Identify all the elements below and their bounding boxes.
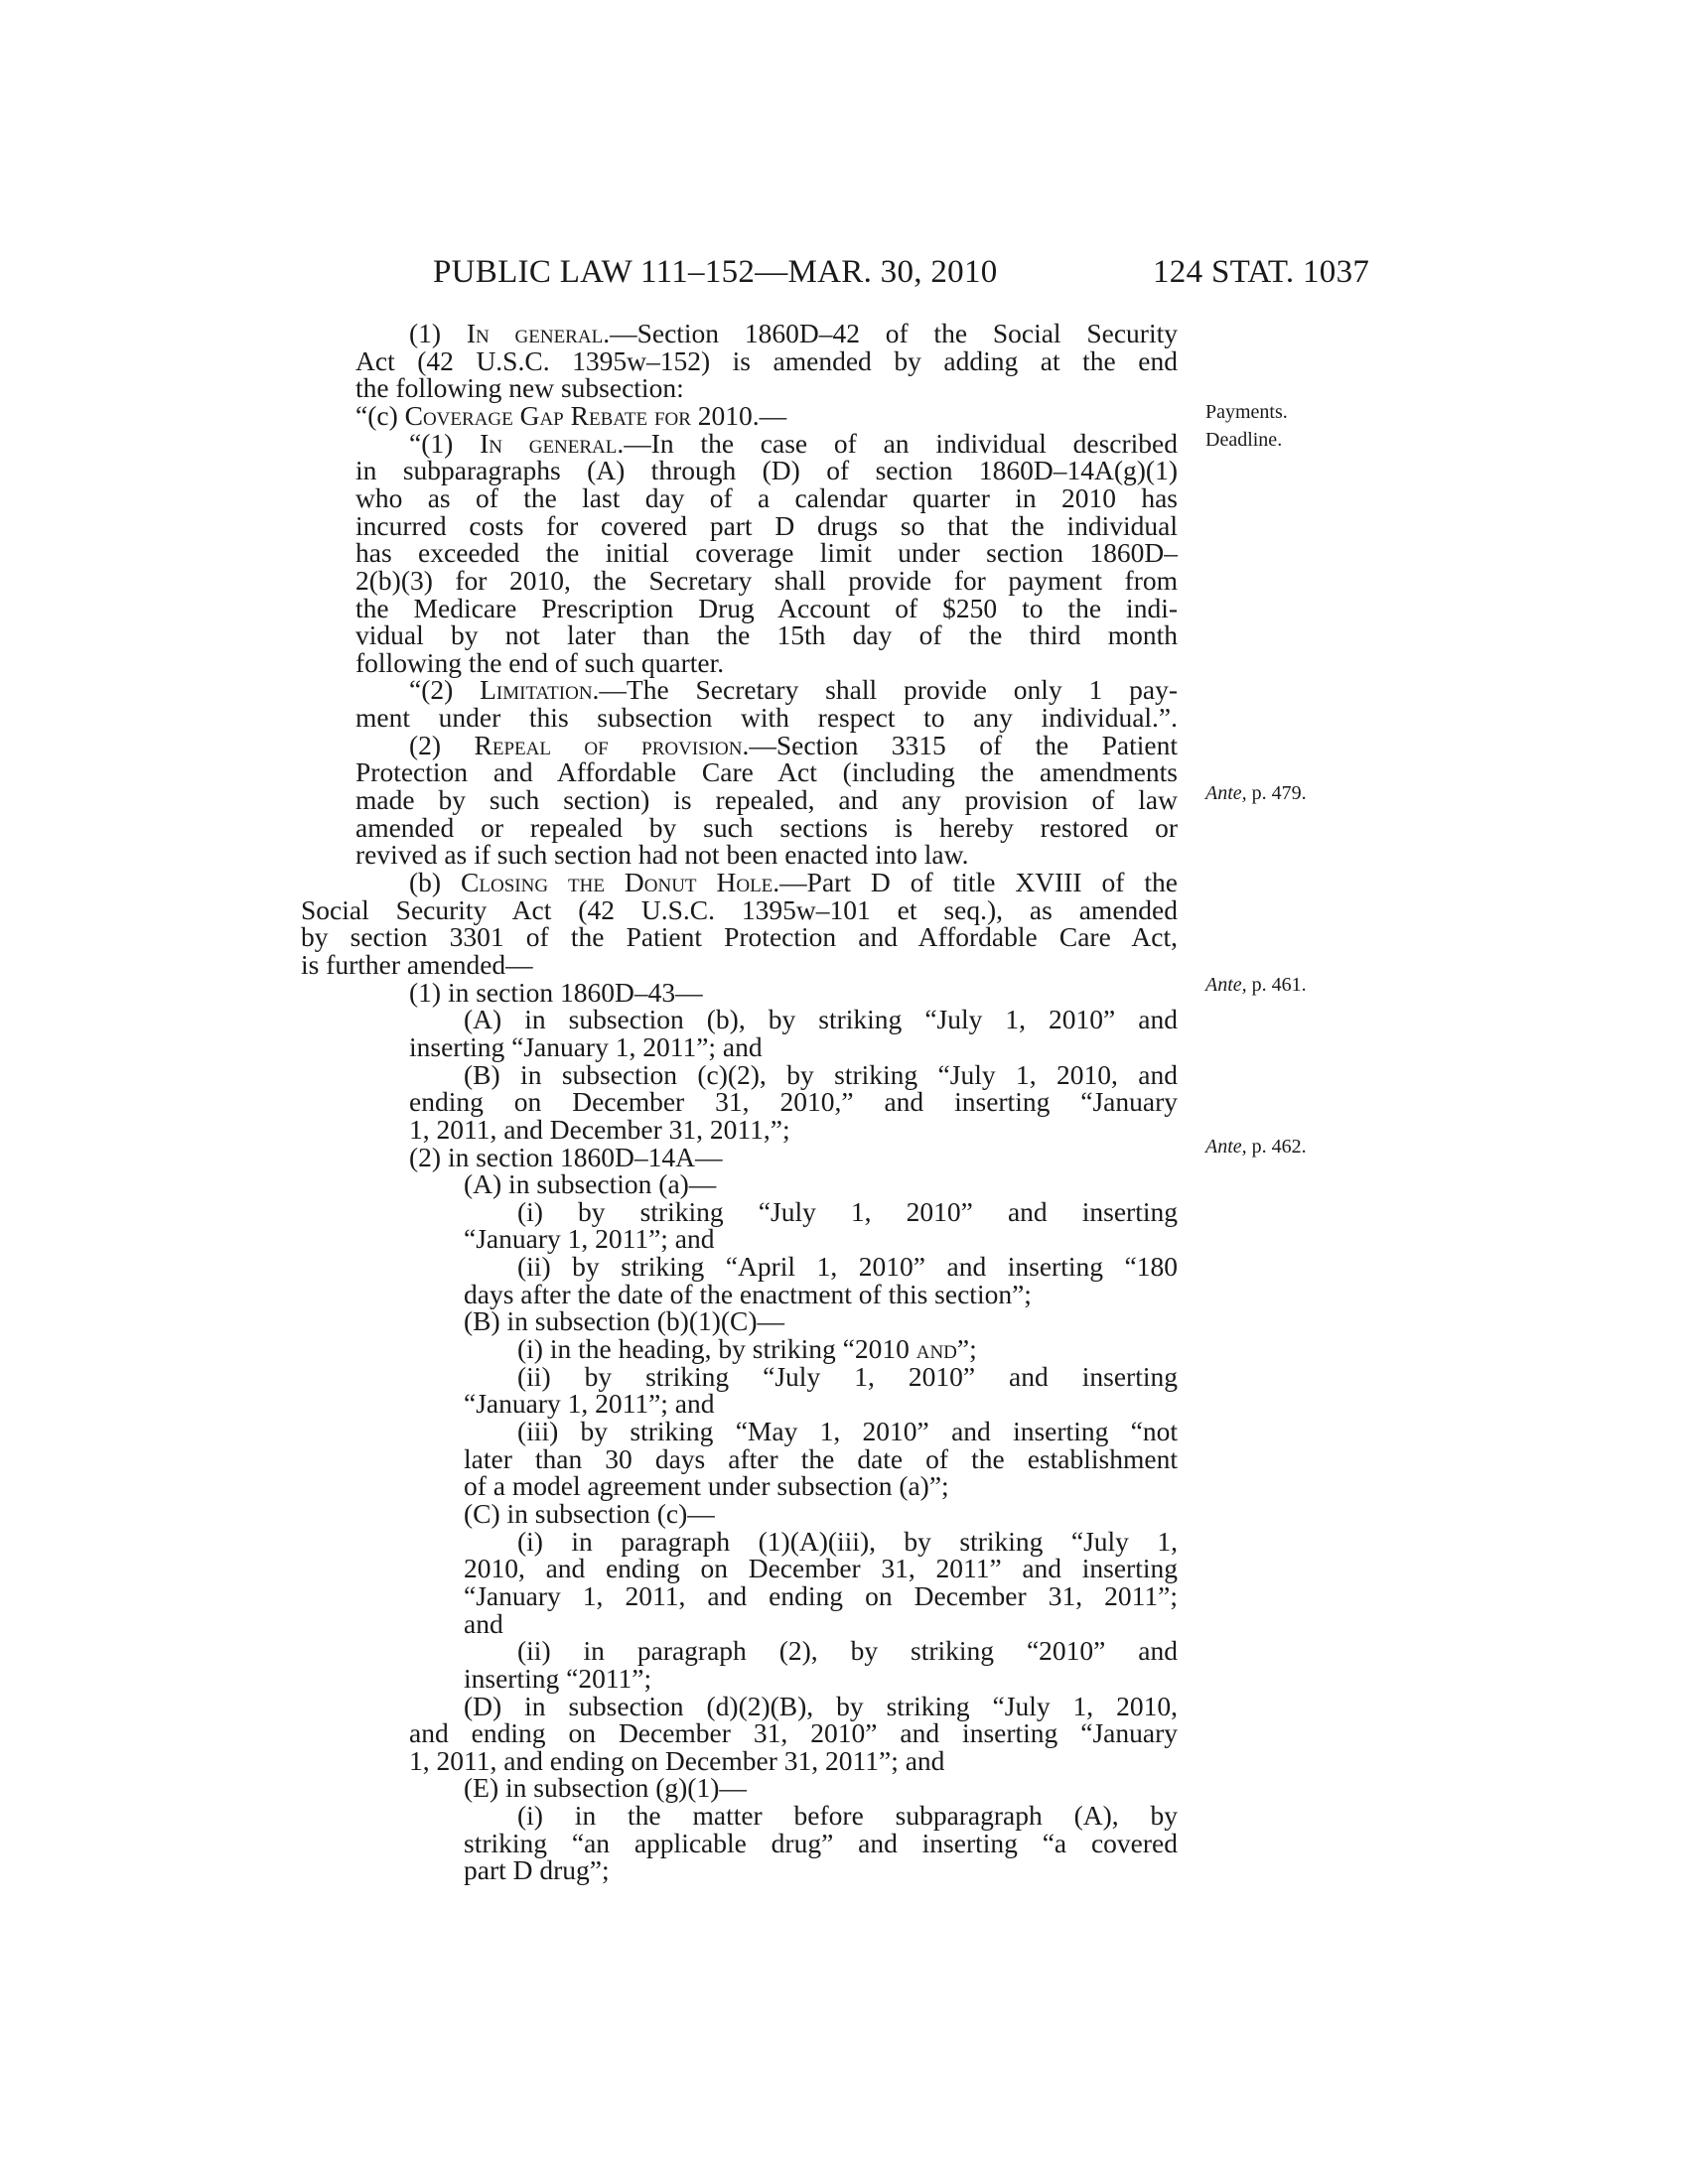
text-line: (1) In general.—Section 1860D–42 of the Social Security (409, 318, 1178, 348)
text-line: ment under this subsection with respect to any individual.”. (355, 702, 1178, 734)
text-line: who as of the last day of a calendar quarter in 2010 has (355, 481, 1178, 513)
text-line: (A) in subsection (b), by striking “July 1, 2010” and (464, 1004, 1178, 1035)
text-line: amended or repealed by such sections is hereby restored or (355, 811, 1178, 843)
text-line: “January 1, 2011, and ending on December 31, 2011”; (464, 1579, 1178, 1611)
text-line: incurred costs for covered part D drugs so that the individual (355, 509, 1178, 541)
margin-note: Ante, p. 462. (1205, 1136, 1307, 1158)
text-line: (E) in subsection (g)(1)— (464, 1772, 747, 1804)
text-line: (C) in subsection (c)— (464, 1497, 715, 1529)
text-line: (D) in subsection (d)(2)(B), by striking “July 1, 2010, (464, 1690, 1178, 1721)
text-line: (i) in the heading, by striking “2010 and”; (517, 1333, 977, 1365)
text-line: “(c) Coverage Gap Rebate for 2010.— (355, 399, 787, 431)
text-line: (iii) by striking “May 1, 2010” and inserting “not (517, 1416, 1178, 1446)
text-line: revived as if such section had not been enacted into law. (355, 839, 969, 871)
text-line: (A) in subsection (a)— (464, 1168, 717, 1200)
text-line: striking “an applicable drug” and inserting “a covered (464, 1827, 1178, 1858)
text-line: part D drug”; (464, 1854, 610, 1886)
text-line: has exceeded the initial coverage limit under section 1860D– (355, 537, 1178, 569)
margin-note: Ante, p. 479. (1205, 782, 1307, 804)
text-line: “(2) Limitation.—The Secretary shall provide only 1 pay- (409, 674, 1178, 706)
text-line: (i) by striking “July 1, 2010” and inserting (517, 1195, 1178, 1227)
text-line: (b) Closing the Donut Hole.—Part D of title XVIII of the (409, 867, 1178, 897)
text-line: of a model agreement under subsection (a)”; (464, 1470, 949, 1502)
text-line: inserting “January 1, 2011”; and (409, 1030, 763, 1062)
text-line: in subparagraphs (A) through (D) of section 1860D–14A(g)(1) (355, 455, 1178, 486)
text-line: later than 30 days after the date of the establishment (464, 1442, 1178, 1474)
text-line: (i) in paragraph (1)(A)(iii), by striking “July 1, (517, 1525, 1178, 1557)
text-line: “January 1, 2011”; and (464, 1388, 715, 1420)
text-line: by section 3301 of the Patient Protection and Affordable Care Act, (301, 921, 1178, 953)
running-header-title: PUBLIC LAW 111–152—MAR. 30, 2010 (433, 254, 998, 290)
text-line: Act (42 U.S.C. 1395w–152) is amended by adding at the end (355, 344, 1178, 376)
text-line: vidual by not later than the 15th day of the third month (355, 619, 1178, 651)
text-line: 1, 2011, and ending on December 31, 2011”; and (409, 1744, 945, 1776)
text-line: the Medicare Prescription Drug Account of $250 to the indi- (355, 592, 1178, 623)
text-line: (ii) in paragraph (2), by striking “2010” and (517, 1635, 1178, 1667)
text-line: (B) in subsection (c)(2), by striking “July 1, 2010, and (464, 1058, 1178, 1090)
text-line: ending on December 31, 2010,” and inserting “January (409, 1086, 1178, 1118)
text-line: “(1) In general.—In the case of an individual described (409, 427, 1178, 459)
margin-note: Deadline. (1205, 429, 1283, 451)
text-line: (i) in the matter before subparagraph (A), by (517, 1800, 1178, 1832)
text-line: days after the date of the enactment of this section”; (464, 1278, 1032, 1309)
text-line: (2) in section 1860D–14A— (409, 1141, 723, 1172)
text-line: and ending on December 31, 2010” and inserting “January (409, 1717, 1178, 1749)
text-line: Social Security Act (42 U.S.C. 1395w–101 et seq.), as amended (301, 893, 1178, 925)
text-line: and (464, 1607, 503, 1639)
running-header-page: 124 STAT. 1037 (1153, 254, 1370, 290)
text-line: inserting “2011”; (464, 1662, 652, 1694)
text-line: (ii) by striking “July 1, 2010” and inserting (517, 1360, 1178, 1392)
text-line: made by such section) is repealed, and any provision of law (355, 784, 1178, 816)
margin-note: Ante, p. 461. (1205, 974, 1307, 996)
text-line: the following new subsection: (355, 372, 684, 404)
text-line: (ii) by striking “April 1, 2010” and inserting “180 (517, 1251, 1178, 1283)
text-line: is further amended— (301, 948, 533, 980)
text-line: (2) Repeal of provision.—Section 3315 of the Patient (409, 729, 1178, 760)
text-line: 1, 2011, and December 31, 2011,”; (409, 1113, 790, 1145)
margin-note: Payments. (1205, 401, 1288, 423)
text-line: (B) in subsection (b)(1)(C)— (464, 1305, 785, 1337)
text-line: Protection and Affordable Care Act (including the amendments (355, 756, 1178, 788)
text-line: following the end of such quarter. (355, 646, 725, 678)
text-line: “January 1, 2011”; and (464, 1223, 715, 1255)
text-line: 2(b)(3) for 2010, the Secretary shall provide for payment from (355, 564, 1178, 596)
text-line: 2010, and ending on December 31, 2011” and inserting (464, 1553, 1178, 1584)
text-line: (1) in section 1860D–43— (409, 976, 703, 1008)
